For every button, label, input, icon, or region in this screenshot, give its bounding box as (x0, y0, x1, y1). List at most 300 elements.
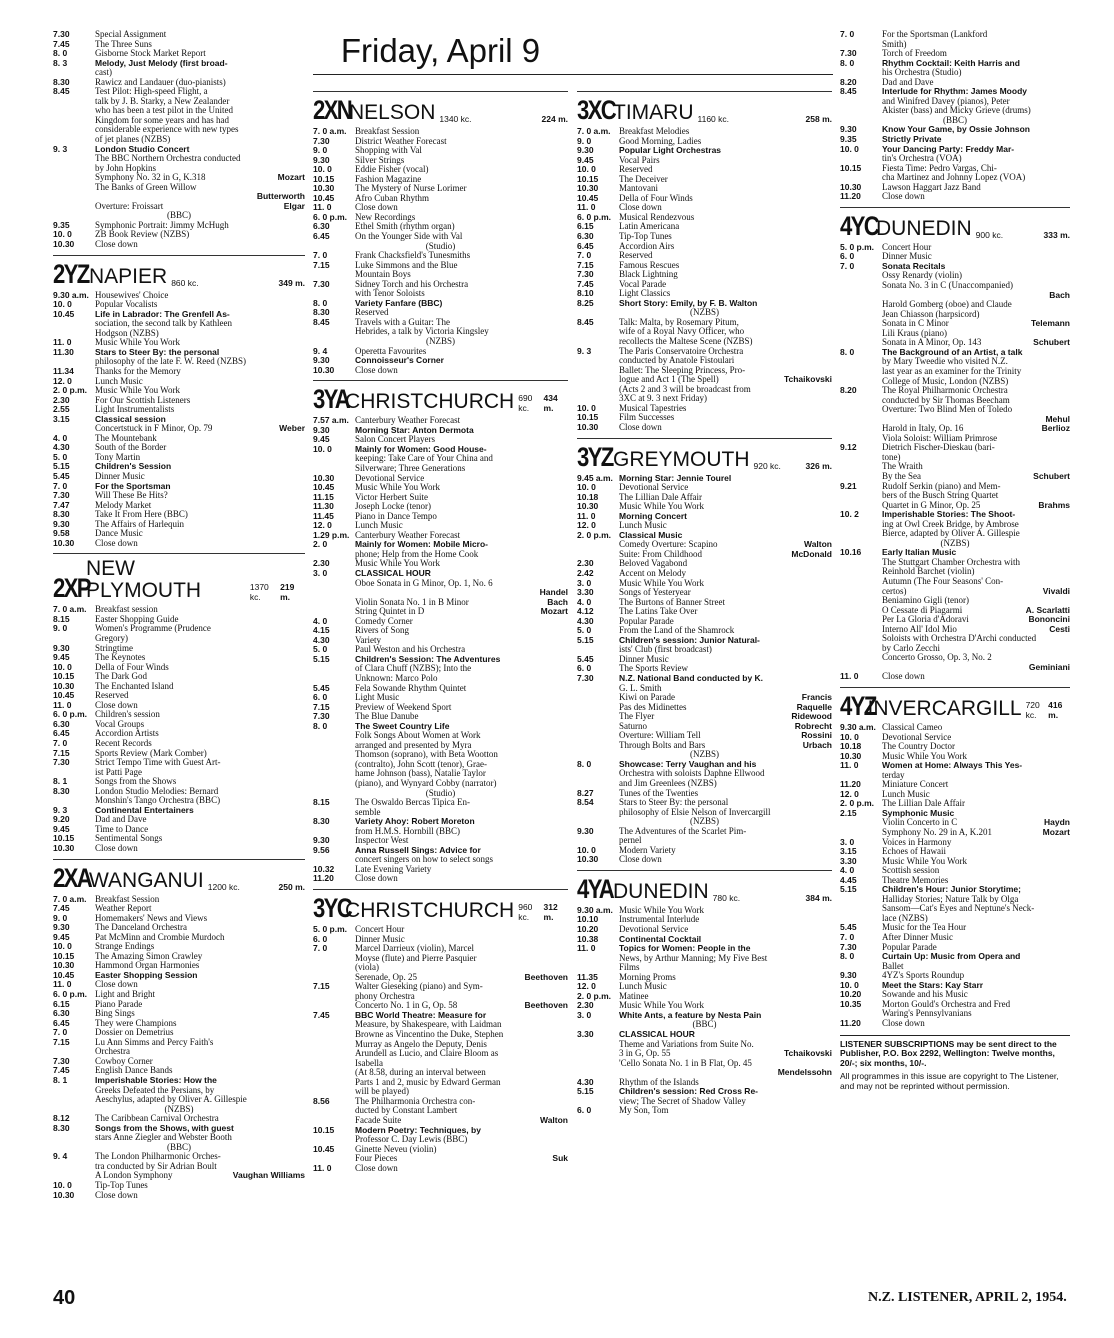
programme-title: Devotional Service (355, 473, 425, 483)
programme-title: Anna Russell Sings: Advice for (355, 845, 481, 855)
station-header (577, 870, 832, 903)
work-title: Kiwi on Parade (619, 692, 675, 703)
programme-entry (313, 435, 568, 445)
programme-title: ZB Book Review (NZBS) (95, 230, 190, 240)
programme-time: 6. 0 (577, 1105, 592, 1116)
programme-title: The Three Suns (95, 39, 152, 49)
programme-time: 8. 0 (577, 758, 592, 769)
programme-entry (577, 760, 832, 770)
work-title: Comedy Overture: Scapino (619, 539, 718, 550)
programme-time: 8.54 (577, 797, 594, 808)
programme-title: Bing Sings (95, 1009, 135, 1019)
programme-time: 7.45 (577, 278, 594, 289)
programme-time: 10.20 (840, 989, 862, 1000)
programme-entry (313, 722, 568, 732)
programme-title: South of the Border (95, 443, 167, 453)
programme-detail: by Mary Tweedie who visited N.Z. (882, 357, 1008, 367)
programme-title: The Keynotes (95, 653, 146, 663)
programme-entry (53, 1009, 305, 1019)
programme-time: 9.30 (53, 922, 70, 933)
programme-entry (313, 874, 568, 884)
programme-time: 10.30 (53, 960, 75, 971)
programme-time: 2. 0 p.m. (840, 798, 875, 809)
programme-title: Music While You Work (619, 502, 704, 512)
programme-entry (53, 386, 305, 396)
programme-work (313, 1001, 568, 1011)
programme-entry (840, 857, 1070, 867)
programme-time: 4. 0 (313, 615, 328, 626)
programme-title: Children's session: Junior Natural- (619, 635, 760, 645)
work-title: logue and Act 1 (The Spell) (619, 374, 719, 385)
programme-title: Classical session (95, 414, 166, 424)
programme-time: 7.57 a.m. (313, 415, 349, 426)
programme-entry (53, 240, 305, 250)
programme-entry (53, 87, 305, 97)
programme-time: 9.30 (313, 835, 330, 846)
programme-title: Silver Strings (355, 155, 405, 165)
programme-title: Morning Proms (619, 972, 676, 982)
station-name: CHRISTCHURCH (345, 390, 515, 414)
programme-title: Close down (355, 365, 398, 375)
station-wavelength: 333 m. (1043, 229, 1070, 240)
programme-detail: from H.M.S. Hornbill (BBC) (355, 826, 461, 836)
programme-entry (840, 548, 1070, 558)
programme-time: 4.30 (577, 615, 594, 626)
programme-detail: phone; Help from the Home Cook (355, 549, 479, 559)
station-wavelength: 219 m. (280, 582, 295, 603)
programme-entry (313, 712, 568, 722)
programme-entry (53, 729, 305, 739)
station-callsign: 4YZ (840, 691, 876, 721)
programme-title: Melody Market (95, 500, 152, 510)
programme-time: 9.12 (840, 442, 857, 453)
programme-title: Women at Home: Always This Yes- (882, 761, 1023, 771)
programme-work (313, 1154, 568, 1164)
station-wavelength: 224 m. (541, 114, 568, 124)
programme-entry (53, 221, 305, 231)
programme-entry (313, 925, 568, 935)
programme-time: 11.20 (313, 873, 334, 884)
programme-detail: Kingdom for some years and has had (95, 115, 229, 125)
programme-work (840, 424, 1070, 434)
composer: Mozart (540, 606, 568, 617)
programme-time: 11. 0 (53, 337, 72, 348)
programme-entry (313, 222, 568, 232)
programme-title: New Recordings (355, 212, 416, 222)
programme-time: 2.30 (313, 558, 330, 569)
programme-entry (577, 1030, 832, 1040)
programme-title: Strictly Private (882, 135, 942, 145)
programme-title: Continental Entertainers (95, 805, 194, 815)
programme-entry (577, 512, 832, 522)
programme-detail: Reinhold Barchet (violin) (882, 567, 975, 577)
programme-title: Weather Report (95, 904, 152, 914)
station-wavelength: 384 m. (805, 892, 832, 903)
programme-title: Light and Bright (95, 990, 155, 1000)
programme-entry (53, 806, 305, 816)
programme-detail: Greeks Defeated the Persians, by (95, 1085, 215, 1095)
programme-title: Sports Review (Mark Comber) (95, 748, 207, 758)
programme-time: 11.15 (313, 491, 334, 502)
programme-entry (313, 655, 568, 665)
programme-title: Homemakers' News and Views (95, 913, 208, 923)
programme-title: Thanks for the Memory (95, 366, 181, 376)
programme-title: For the Sportsman (Lankford (882, 30, 988, 39)
programme-title: The Royal Philharmonic Orchestra (882, 386, 1008, 396)
station-callsign: 2YZ (53, 258, 89, 289)
composer: Raquelle (796, 701, 832, 712)
programme-entry (53, 663, 305, 673)
programme-title: District Weather Forecast (355, 136, 447, 146)
programme-entry (840, 847, 1070, 857)
programme-entry (53, 491, 305, 501)
programme-detail: The Wraith (882, 462, 923, 472)
programme-detail: Ossy Renardy (violin) (882, 271, 962, 281)
programme-entry (313, 559, 568, 569)
programme-entry (577, 146, 832, 156)
programme-title: Hammond Organ Harmonies (95, 961, 200, 971)
programme-detail: Jean Chiasson (harpsicord) (882, 309, 980, 319)
composer: Urbach (802, 739, 832, 750)
programme-credit: (NZBS) (690, 307, 719, 318)
programme-time: 9. 0 (313, 145, 328, 156)
station-frequency: 780 kc. (712, 892, 741, 903)
programme-title: Music While You Work (355, 483, 440, 493)
work-title: Through Bolts and Bars (619, 739, 706, 750)
programme-title: Good Morning, Ladies (619, 136, 702, 146)
programme-title: Breakfast Melodies (619, 127, 690, 136)
programme-entry (53, 844, 305, 854)
programme-time: 2. 0 p.m. (53, 385, 88, 396)
programme-entry (577, 1106, 832, 1116)
work-title: Harold in Italy, Op. 16 (882, 423, 964, 434)
programme-time: 11.30 (53, 346, 74, 357)
programme-time: 10.15 (577, 412, 599, 423)
programme-detail: arranged and presented by Myra (355, 740, 472, 750)
programme-title: Cowboy Corner (95, 1056, 153, 1066)
programme-title: The Amazing Simon Crawley (95, 951, 203, 961)
programme-title: Dinner Music (882, 252, 932, 262)
programme-entry (313, 184, 568, 194)
programme-title: Breakfast session (95, 605, 158, 615)
programme-detail: concert singers on how to select songs (355, 855, 493, 865)
programme-credit: (NZBS) (164, 1103, 194, 1114)
programme-entry (577, 413, 832, 423)
station-wavelength: 312 m. (543, 902, 558, 923)
programme-detail: tin's Orchestra (VOA) (882, 154, 962, 164)
programme-title: Variety Fanfare (BBC) (355, 298, 443, 308)
programme-time: 9.30 a.m. (840, 722, 876, 732)
programme-detail: Theme and Variations from Suite No. (619, 1039, 754, 1049)
programme-time: 8.30 (53, 1122, 70, 1133)
programme-title: Strange Endings (95, 942, 155, 952)
programme-entry (313, 693, 568, 703)
programme-title: Tip-Top Tunes (95, 1180, 148, 1190)
programme-title: Ginette Neveu (violin) (355, 1144, 437, 1154)
programme-entry (53, 1038, 305, 1048)
programme-entry (53, 758, 305, 768)
programme-entry (53, 462, 305, 472)
programme-entry (53, 338, 305, 348)
column-3 (577, 86, 832, 1116)
programme-entry (53, 777, 305, 787)
programme-title: Marcel Darrieux (violin), Marcel (355, 944, 474, 954)
station-callsign: 2XA (53, 862, 92, 893)
station-callsign: 3YC (313, 893, 352, 924)
programme-time: 10.30 (53, 1189, 75, 1200)
programme-credit: (BBC) (942, 114, 967, 125)
programme-time: 7.30 (577, 672, 594, 683)
programme-detail: The Stuttgart Chamber Orchestra with (882, 557, 1020, 567)
programme-time: 8.56 (313, 1095, 330, 1106)
page-title: Friday, April 9 (340, 32, 541, 69)
programme-title: Life in Labrador: The Grenfell As- (95, 309, 230, 319)
programme-entry (577, 935, 832, 945)
programme-time: 7. 0 a.m. (53, 893, 87, 904)
programme-title: Music While You Work (355, 559, 440, 569)
programme-entry (577, 992, 832, 1002)
programme-time: 10. 0 (53, 299, 72, 310)
programme-title: Close down (95, 1190, 138, 1200)
programme-work (840, 338, 1070, 348)
programme-title: Close down (355, 203, 398, 213)
programme-title: Comedy Corner (355, 616, 413, 626)
programme-entry (313, 137, 568, 147)
programme-title: Recent Records (95, 739, 152, 748)
programme-time: 10.15 (53, 950, 75, 961)
programme-entry (577, 655, 832, 665)
programme-title: Morning Star: Anton Dermota (355, 425, 474, 435)
programme-title: Dinner Music (95, 471, 145, 481)
programme-time: 10.38 (577, 933, 599, 944)
programme-time: 9.30 a.m. (577, 904, 613, 915)
programme-time: 11. 0 (840, 760, 859, 771)
programme-credit: (NZBS) (940, 537, 970, 548)
station-frequency: 900 kc. (975, 229, 1004, 240)
work-title: Serenade, Op. 25 (355, 971, 417, 982)
programme-time: 9. 0 (577, 135, 592, 146)
programme-detail: cha Martinez and Johnny Lopez (VOA) (882, 173, 1026, 183)
programme-time: 5.15 (53, 461, 70, 472)
programme-entry (577, 127, 832, 137)
programme-time: 10. 0 (53, 941, 72, 952)
programme-entry (577, 521, 832, 531)
composer: Brahms (1038, 499, 1070, 510)
programme-detail: Isabella (355, 1058, 383, 1068)
station-wavelength: 258 m. (805, 114, 832, 124)
programme-title: Music While You Work (882, 856, 967, 866)
programme-title: After Dinner Music (882, 933, 953, 943)
programme-time: 5.15 (577, 1086, 594, 1097)
programme-work (840, 501, 1070, 511)
programme-entry (313, 203, 568, 213)
programme-title: Songs from the Shows (95, 777, 177, 787)
programme-title: Concert Hour (882, 242, 932, 252)
programme-title: Tony Martin (95, 452, 141, 462)
programme-title: The Caribbean Carnival Orchestra (95, 1114, 219, 1124)
programme-entry (313, 165, 568, 175)
composer: Vaughan Williams (232, 1170, 305, 1181)
programme-title: The Affairs of Harlequin (95, 519, 185, 529)
programme-entry (313, 645, 568, 655)
programme-entry (313, 617, 568, 627)
programme-entry (53, 672, 305, 682)
programme-title: Della of Four Winds (619, 193, 693, 203)
programme-detail: Beniamino Gigli (tenor) (882, 596, 969, 606)
composer: Geminiani (1028, 661, 1070, 672)
programme-title: White Ants, a feature by Nesta Pain (619, 1010, 762, 1020)
programme-title: The Background of an Artist, a talk (882, 347, 1023, 357)
programme-detail: Harold Gomberg (oboe) and Claude (882, 300, 1012, 310)
programme-title: Matinee (619, 991, 649, 1001)
programme-time: 10.30 (577, 421, 599, 432)
programme-title: Close down (882, 672, 925, 682)
programme-time: 11.45 (313, 510, 334, 521)
programme-time: 8.20 (840, 385, 857, 396)
programme-entry (53, 701, 305, 711)
programme-time: 6.30 (53, 1008, 70, 1019)
column-2 (313, 86, 568, 1173)
programme-title: Lawson Haggart Jazz Band (882, 182, 981, 192)
station-header (840, 687, 1070, 720)
programme-title: The Deceiver (619, 174, 668, 184)
programme-title: Preview of Weekend Sport (355, 702, 452, 712)
programme-title: Tunes of the Twenties (619, 788, 699, 798)
programme-entry (53, 1076, 305, 1086)
programme-time: 11. 0 (577, 202, 596, 213)
programme-time: 2.55 (53, 404, 70, 415)
programme-entry (840, 876, 1070, 886)
programme-time: 10.10 (577, 914, 599, 925)
programme-entry (53, 1066, 305, 1076)
programme-entry (840, 838, 1070, 848)
programme-entry (313, 356, 568, 366)
programme-detail: wife of a Royal Navy Officer, who (619, 327, 745, 337)
programme-entry (577, 213, 832, 223)
programme-entry (840, 49, 1070, 59)
programme-time: 6. 0 p.m. (313, 211, 348, 222)
programme-entry (840, 971, 1070, 981)
programme-entry (53, 30, 305, 40)
programme-title: Sentimental Songs (95, 834, 163, 844)
programme-title: Luke Simmons and the Blue (355, 260, 458, 270)
programme-entry (53, 1028, 305, 1038)
programme-time: 10.18 (577, 491, 599, 502)
programme-detail: Orchestra with soloists Daphne Ellwood (619, 769, 765, 779)
programme-entry (577, 607, 832, 617)
programme-entry (313, 703, 568, 713)
programme-detail: philosophy of the late F. W. Reed (NZBS) (95, 357, 247, 367)
programme-title: Children's Session (95, 462, 172, 472)
programme-detail: stars Anne Ziegler and Webster Booth (95, 1133, 232, 1143)
programme-entry (577, 664, 832, 674)
programme-entry (840, 87, 1070, 97)
programme-entry (577, 944, 832, 954)
programme-time: 9. 4 (313, 345, 328, 356)
programme-entry (577, 347, 832, 357)
work-title: O Cessate di Piagarmi (882, 604, 963, 615)
programme-entry (577, 175, 832, 185)
programme-entry (53, 396, 305, 406)
programme-time: 10. 0 (840, 731, 859, 742)
programme-detail: semble (355, 807, 381, 817)
programme-time: 3. 0 (313, 567, 328, 578)
programme-entry (53, 510, 305, 520)
programme-detail: by Carlo Zecchi (882, 643, 940, 653)
programme-time: 7.15 (313, 259, 330, 270)
programme-entry (53, 942, 305, 952)
programme-time: 9.45 (53, 823, 70, 834)
programme-entry (53, 691, 305, 701)
programme-time: 10. 0 (53, 1179, 72, 1190)
programme-time: 9.56 (313, 844, 330, 855)
programme-entry (313, 865, 568, 875)
programme-entry (840, 192, 1070, 202)
programme-time: 11. 0 (577, 943, 596, 954)
programme-title: Children's Session: The Adventures (355, 654, 501, 664)
programme-title: Variety (355, 635, 381, 645)
programme-title: Sowande and his Music (882, 990, 968, 1000)
programme-time: 9.45 (313, 434, 330, 445)
programme-work (840, 663, 1070, 673)
programme-time: 7.30 (577, 269, 594, 280)
programme-time: 6.30 (313, 221, 330, 232)
work-title: Symphony No. 29 in A, K.201 (882, 827, 993, 838)
programme-time: 11.35 (577, 971, 598, 982)
programme-detail: 3XC at 9. 3 next Friday) (619, 394, 707, 404)
programme-entry (53, 615, 305, 625)
station-wavelength: 349 m. (278, 277, 305, 288)
programme-entry (53, 1057, 305, 1067)
issue-footer: N.Z. LISTENER, APRIL 2, 1954. (868, 1290, 1067, 1305)
programme-title: Close down (95, 844, 138, 854)
programme-time: 10.18 (840, 741, 862, 752)
station-callsign: 3YZ (577, 441, 613, 472)
programme-title: Dad and Dave (95, 815, 147, 825)
programme-title: Devotional Service (619, 925, 689, 935)
programme-time: 11.34 (53, 365, 74, 376)
programme-title: They were Champions (95, 1018, 177, 1028)
programme-title: Close down (95, 980, 138, 990)
station-name: NELSON (349, 101, 436, 124)
programme-entry (840, 943, 1070, 953)
programme-entry (53, 482, 305, 492)
programme-detail: The BBC Northern Orchestra conducted (95, 154, 241, 164)
programme-time: 3. 0 (577, 1009, 592, 1020)
programme-entry (577, 232, 832, 242)
programme-detail: last year as an examiner for the Trinity (882, 366, 1022, 376)
programme-title: Reserved (619, 251, 653, 261)
programme-entry (53, 825, 305, 835)
programme-title: The Mystery of Nurse Lorimer (355, 184, 467, 194)
programme-title: Travels with a Guitar: The (355, 317, 450, 327)
programme-detail: Silverware; Three Generations (355, 463, 466, 473)
composer: Berlioz (1041, 423, 1070, 434)
programme-entry (840, 981, 1070, 991)
work-title: Interno All' Idol Mio (882, 623, 957, 634)
programme-time: 8. 1 (53, 1074, 68, 1085)
composer: Handel (539, 587, 568, 598)
programme-title: Housewives' Choice (95, 290, 169, 300)
programme-credit: (Studio) (425, 787, 456, 798)
programme-title: Talk: Malta, by Rosemary Pitum, (619, 317, 739, 327)
programme-time: 10.15 (53, 833, 75, 844)
programme-entry (840, 252, 1070, 262)
programme-title: From the Land of the Shamrock (619, 626, 735, 636)
programme-title: Paul Weston and his Orchestra (355, 645, 466, 655)
programme-entry (577, 251, 832, 261)
programme-entry (53, 291, 305, 301)
